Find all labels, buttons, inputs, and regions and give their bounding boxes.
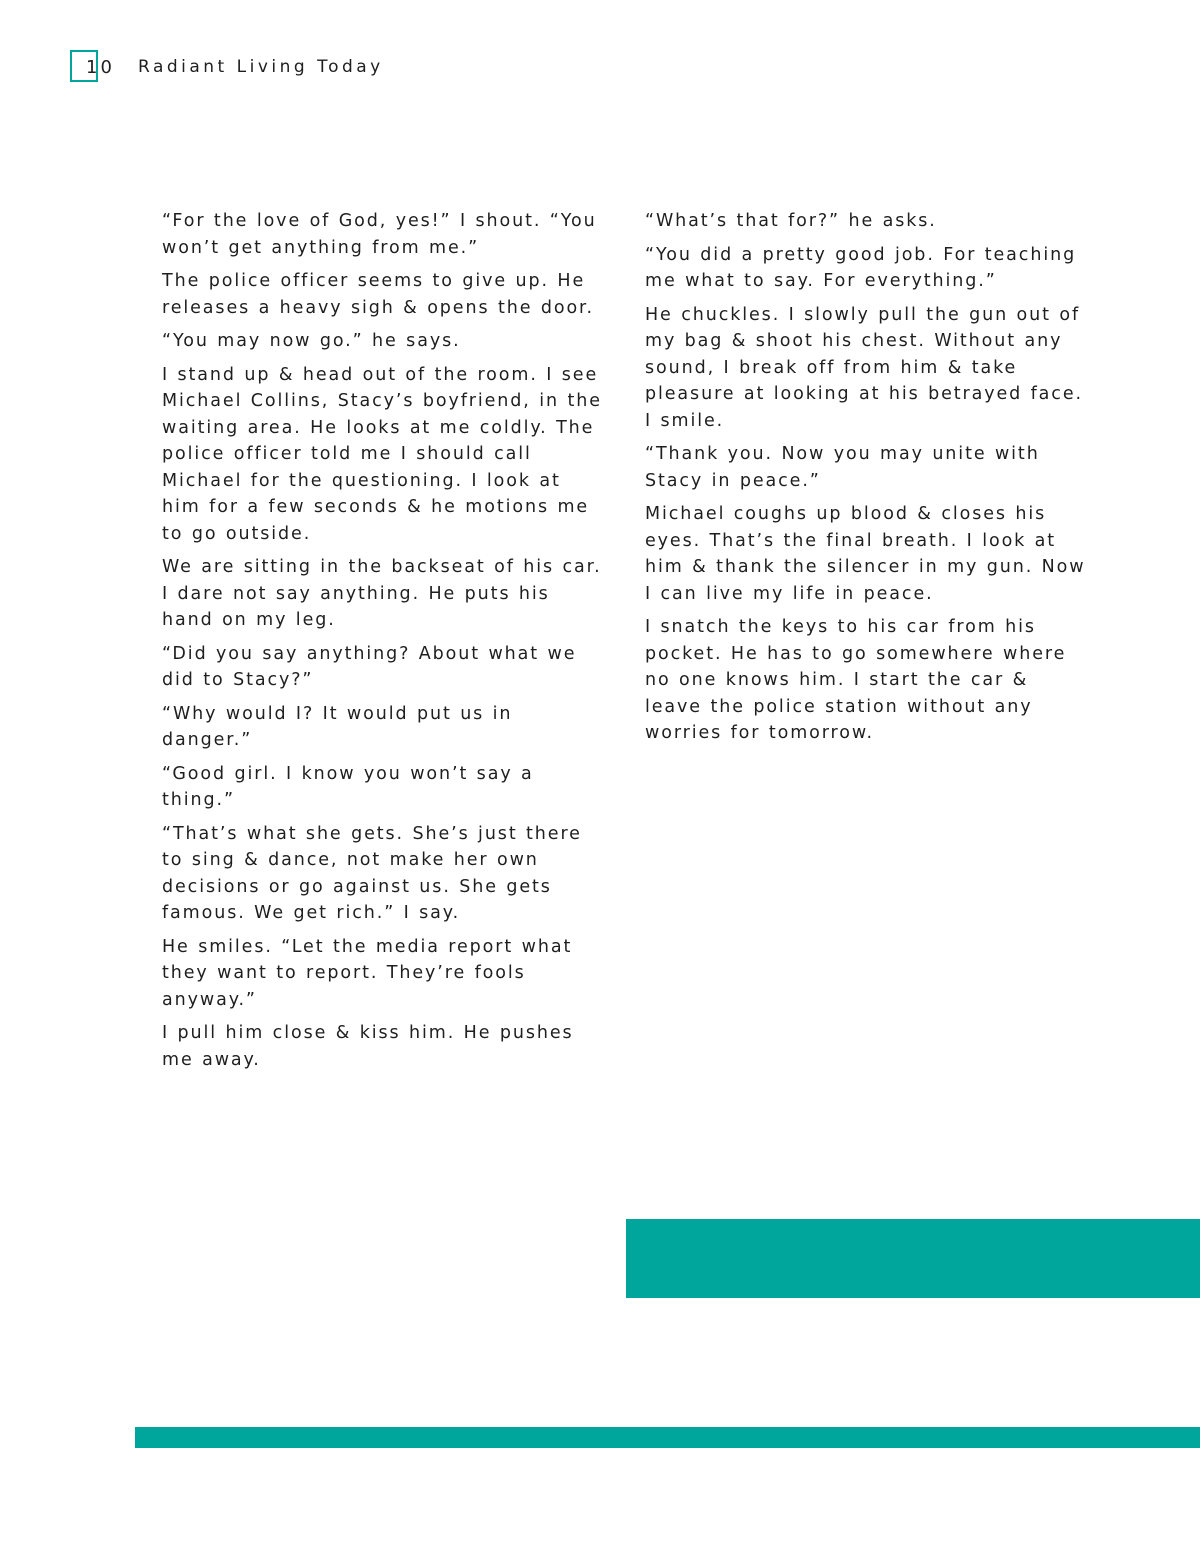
paragraph: “That’s what she gets. She’s just there to sing & dance, not make her own decisions or go against us. She gets famous. We get rich.” I say. [162, 823, 582, 923]
paragraph: Michael coughs up blood & closes his eyes. That’s the final breath. I look at him & thank the silencer in my gun. Now I can live my life in peace. [645, 504, 1086, 604]
decorative-footer-bar [135, 1427, 1200, 1448]
paragraph: He chuckles. I slowly pull the gun out of my bag & shoot his chest. Without any sound, I break off from him & take pleasure at looking at his betrayed face. I smile. [645, 304, 1083, 431]
paragraph: “Good girl. I know you won’t say a thing.” [162, 763, 534, 810]
paragraph: We are sitting in the backseat of his car. I dare not say anything. He puts his hand on my leg. [162, 557, 602, 630]
paragraph: “You did a pretty good job. For teaching me what to say. For everything.” [645, 244, 1077, 291]
paragraph: He smiles. “Let the media report what they want to report. They’re fools anyway.” [162, 936, 573, 1010]
paragraph: “Did you say anything? About what we did to Stacy?” [162, 643, 577, 690]
paragraph: “Why would I? It would put us in danger.” [162, 703, 513, 750]
paragraph: The police officer seems to give up. He releases a heavy sigh & opens the door. [162, 271, 594, 318]
paragraph: “Thank you. Now you may unite with Stacy in peace.” [645, 444, 1040, 491]
paragraph: I pull him close & kiss him. He pushes me away. [162, 1023, 574, 1070]
decorative-accent-block [626, 1219, 1200, 1298]
page-number: 10 [86, 57, 115, 78]
paragraph: I stand up & head out of the room. I see Michael Collins, Stacy’s boyfriend, in the waiting area. He looks at me coldly. The police officer told me I should call Michael for the questioning. I look at him for a few seconds & he motions me to go outside. [162, 364, 602, 544]
paragraph: “What’s that for?” he asks. [645, 211, 937, 231]
story-column-left [162, 208, 607, 1080]
magazine-title: Radiant Living Today [138, 57, 384, 77]
story-column-right [645, 208, 1090, 754]
paragraph: I snatch the keys to his car from his pocket. He has to go somewhere where no one knows him. I start the car & leave the police station without any worries for tomorrow. [645, 617, 1067, 743]
paragraph: “You may now go.” he says. [162, 331, 461, 351]
paragraph: “For the love of God, yes!” I shout. “You won’t get anything from me.” [162, 211, 597, 258]
